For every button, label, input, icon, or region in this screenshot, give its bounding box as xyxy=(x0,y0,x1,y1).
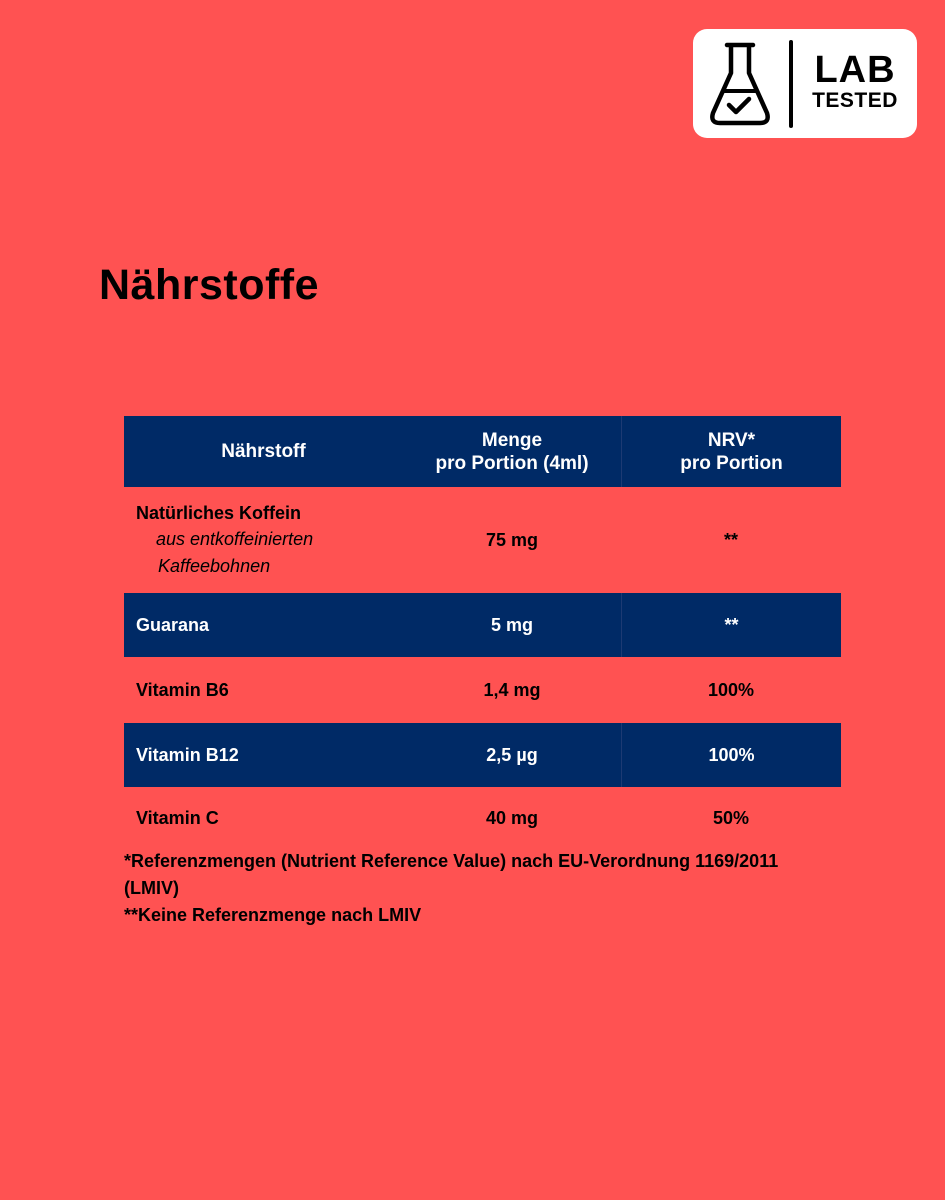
nrv-cell: 100% xyxy=(707,679,755,700)
nutrient-name: Vitamin B6 xyxy=(136,679,229,700)
flask-check-icon xyxy=(707,39,773,129)
table-row xyxy=(124,593,841,657)
amount-cell: 1,4 mg xyxy=(483,679,541,700)
nrv-cell: 50% xyxy=(712,808,750,828)
header-amount-line2: pro Portion (4ml) xyxy=(435,452,589,474)
nutrient-note: aus entkoffeinierten xyxy=(156,529,314,549)
amount-cell: 2,5 µg xyxy=(486,744,538,765)
lab-tested-badge xyxy=(693,29,917,138)
table-row xyxy=(124,787,841,850)
badge-divider xyxy=(789,40,793,128)
footnotes xyxy=(124,848,824,929)
nutrient-name: Guarana xyxy=(136,614,210,635)
header-nutrient xyxy=(124,416,403,487)
badge-tested-text: TESTED xyxy=(812,89,898,112)
header-nrv xyxy=(621,416,841,487)
nutrient-name: Natürliches Koffein xyxy=(136,503,302,523)
table-row xyxy=(124,487,841,593)
footnote-nrv: *Referenzmengen (Nutrient Reference Value) nach EU-Verordnung 1169/2011 (LMIV) xyxy=(124,851,779,898)
nrv-cell: 100% xyxy=(621,723,841,787)
nutrient-note: Kaffeebohnen xyxy=(158,556,271,576)
amount-cell: 5 mg xyxy=(490,614,533,635)
header-amount xyxy=(403,416,621,487)
badge-lab-text: LAB xyxy=(814,49,896,91)
amount-cell: 75 mg xyxy=(485,529,539,550)
table-header-row xyxy=(124,416,841,487)
nutrient-name-cell xyxy=(124,487,403,593)
header-nrv-line1: NRV* xyxy=(707,429,756,451)
footnote-no-reference: **Keine Referenzmenge nach LMIV xyxy=(124,905,422,925)
page-title: Nährstoffe xyxy=(99,261,320,309)
table-row xyxy=(124,657,841,723)
nrv-cell: ** xyxy=(723,529,738,550)
header-nutrient-label: Nährstoff xyxy=(221,441,306,462)
nrv-cell: ** xyxy=(621,593,841,657)
nutrition-table xyxy=(124,416,841,850)
nutrient-name: Vitamin C xyxy=(136,808,219,828)
amount-cell: 40 mg xyxy=(485,808,539,828)
header-amount-line1: Menge xyxy=(481,429,543,451)
header-nrv-line2: pro Portion xyxy=(680,452,783,474)
nutrient-name: Vitamin B12 xyxy=(136,744,239,765)
table-row xyxy=(124,723,841,787)
